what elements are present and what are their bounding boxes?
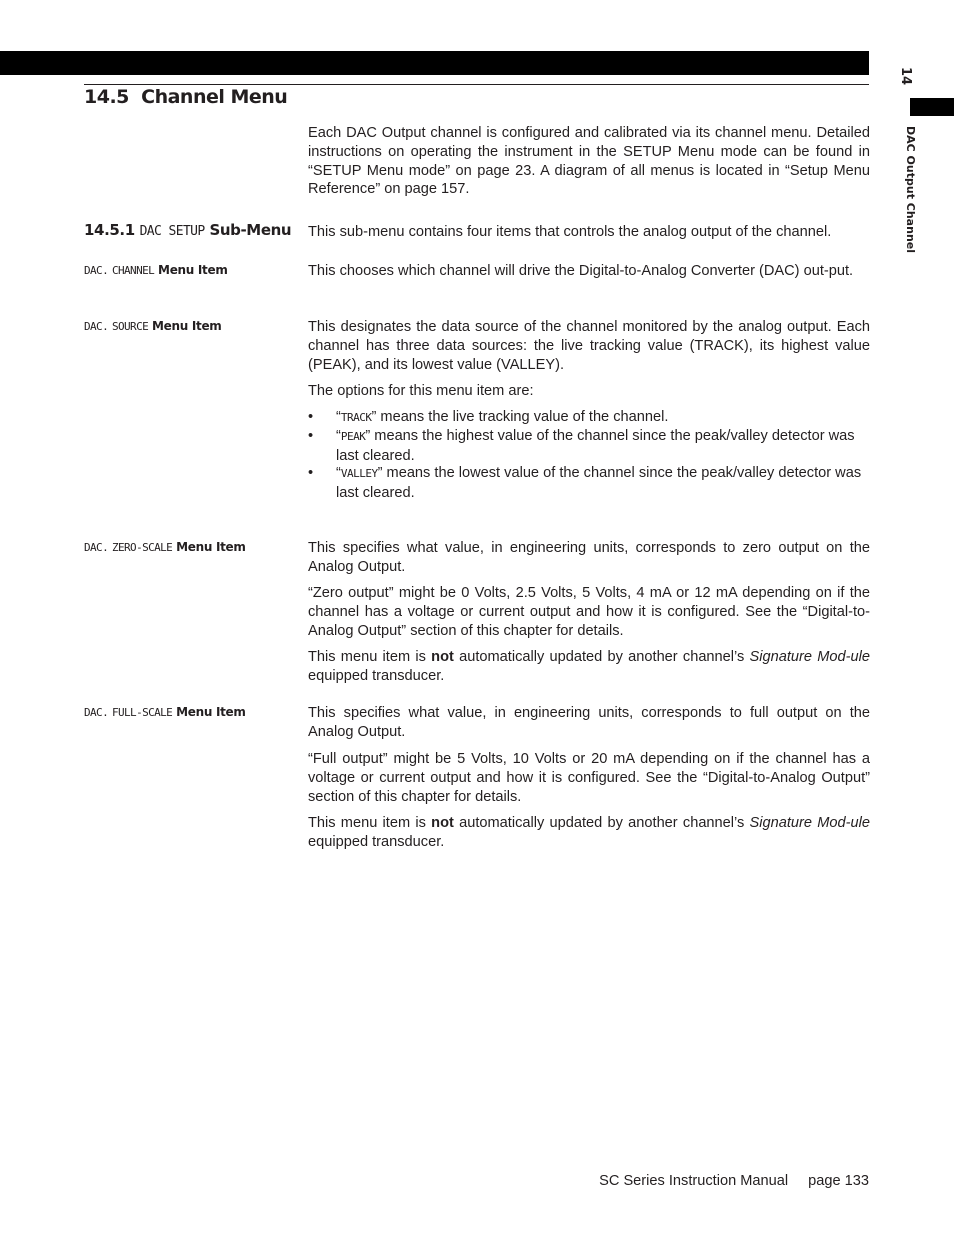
option-peak [308, 427, 870, 466]
submenu-suffix: Sub-Menu [209, 221, 292, 239]
option-code: TRACK [340, 411, 372, 424]
section-title: Channel Menu [141, 86, 288, 108]
chapter-title-text: DAC Output Channel [904, 126, 917, 253]
option-text: ” means the live tracking value of the channel. [371, 409, 669, 425]
source-options-intro: The options for this menu item are: [308, 383, 534, 399]
note-part: equipped transducer. [308, 833, 445, 850]
note-bold: not [431, 649, 454, 665]
label-prefix: DAC. [84, 706, 109, 719]
full-scale-text2: “Full output” might be 5 Volts, 10 Volts or 20 mA depending on if the channel has a voltage or current output and how it is configured. See the “Digital-to-Analog Output” section of this chapter for details. [308, 751, 870, 805]
label-prefix: DAC. [84, 541, 109, 554]
note-part: automatically updated by another channel’s [453, 649, 750, 665]
bullet: • [308, 465, 314, 481]
note-italic: Signature Mod-ule [749, 649, 870, 665]
zero-scale-text2: “Zero output” might be 0 Volts, 2.5 Volts, 5 Volts, 4 mA or 12 mA depending on if the channel has a voltage or current output and how it is configured. See the “Digital-to-Analog Output” section of this chapter for details. [308, 585, 870, 639]
label-suffix: Menu Item [176, 540, 246, 554]
channel-item-label [84, 263, 228, 277]
full-scale-text: This specifies what value, in engineering units, corresponds to full output on the Analog Output. [308, 705, 870, 740]
label-suffix: Menu Item [152, 319, 222, 333]
chapter-title [903, 126, 917, 253]
chapter-tab [910, 98, 954, 116]
note-part: automatically updated by another channel’s [453, 815, 750, 831]
page-number: page 133 [808, 1173, 869, 1189]
manual-title: SC Series Instruction Manual [599, 1173, 789, 1189]
label-prefix: DAC. [84, 264, 109, 277]
submenu-code: DAC SETUP [139, 224, 205, 239]
bullet: • [308, 428, 314, 444]
full-scale-item-label [84, 705, 246, 719]
option-code: PEAK [340, 430, 366, 443]
bullet: • [308, 409, 314, 425]
option-text: ” means the highest value of the channel since the peak/valley detector was last cleared. [336, 428, 855, 464]
source-item-text: This designates the data source of the channel monitored by the analog output. Each channel has three data sources: the live tracking value (TRACK), its highest value (PEAK), and its lowest value (VALLEY). [308, 319, 870, 373]
label-code: CHANNEL [111, 264, 155, 277]
quote: “ [336, 409, 341, 425]
option-text: ” means the lowest value of the channel since the peak/valley detector was last cleared. [336, 465, 862, 501]
full-scale-note [308, 814, 870, 852]
section-intro: Each DAC Output channel is configured and calibrated via its channel menu. Detailed instructions on operating the instrument in the SETUP Menu mode can be found in “SETUP Menu mode” on page 23. A diagram of all menus is located in “Setup Menu Reference” on page 157. [308, 125, 870, 198]
submenu-number: 14.5.1 [84, 221, 135, 239]
zero-scale-note [308, 648, 870, 686]
channel-item-text: This chooses which channel will drive the Digital-to-Analog Converter (DAC) out-put. [308, 263, 854, 279]
label-suffix: Menu Item [176, 705, 246, 719]
label-code: SOURCE [111, 320, 149, 333]
zero-scale-text: This specifies what value, in engineering units, corresponds to zero output on the Analog Output. [308, 540, 870, 575]
note-part: This menu item is [308, 815, 432, 831]
note-italic: Signature Mod-ule [749, 815, 870, 831]
option-track [308, 408, 870, 428]
label-suffix: Menu Item [158, 263, 228, 277]
page-footer [599, 1173, 869, 1189]
label-code: FULL-SCALE [111, 706, 173, 719]
quote: “ [336, 465, 341, 481]
label-code: ZERO-SCALE [111, 541, 173, 554]
header-bar [0, 51, 869, 75]
submenu-text: This sub-menu contains four items that controls the analog output of the channel. [308, 224, 832, 240]
submenu-heading [84, 221, 291, 239]
section-rule [84, 84, 869, 85]
section-heading [84, 86, 287, 108]
chapter-number: 14 [898, 66, 913, 86]
option-code: VALLEY [340, 467, 378, 480]
note-bold: not [431, 815, 454, 831]
label-prefix: DAC. [84, 320, 109, 333]
section-number: 14.5 [84, 86, 129, 108]
source-item-label [84, 319, 222, 333]
quote: “ [336, 428, 341, 444]
option-valley [308, 464, 870, 503]
note-part: This menu item is [308, 649, 432, 665]
note-part: equipped transducer. [308, 667, 445, 684]
zero-scale-item-label [84, 540, 246, 554]
